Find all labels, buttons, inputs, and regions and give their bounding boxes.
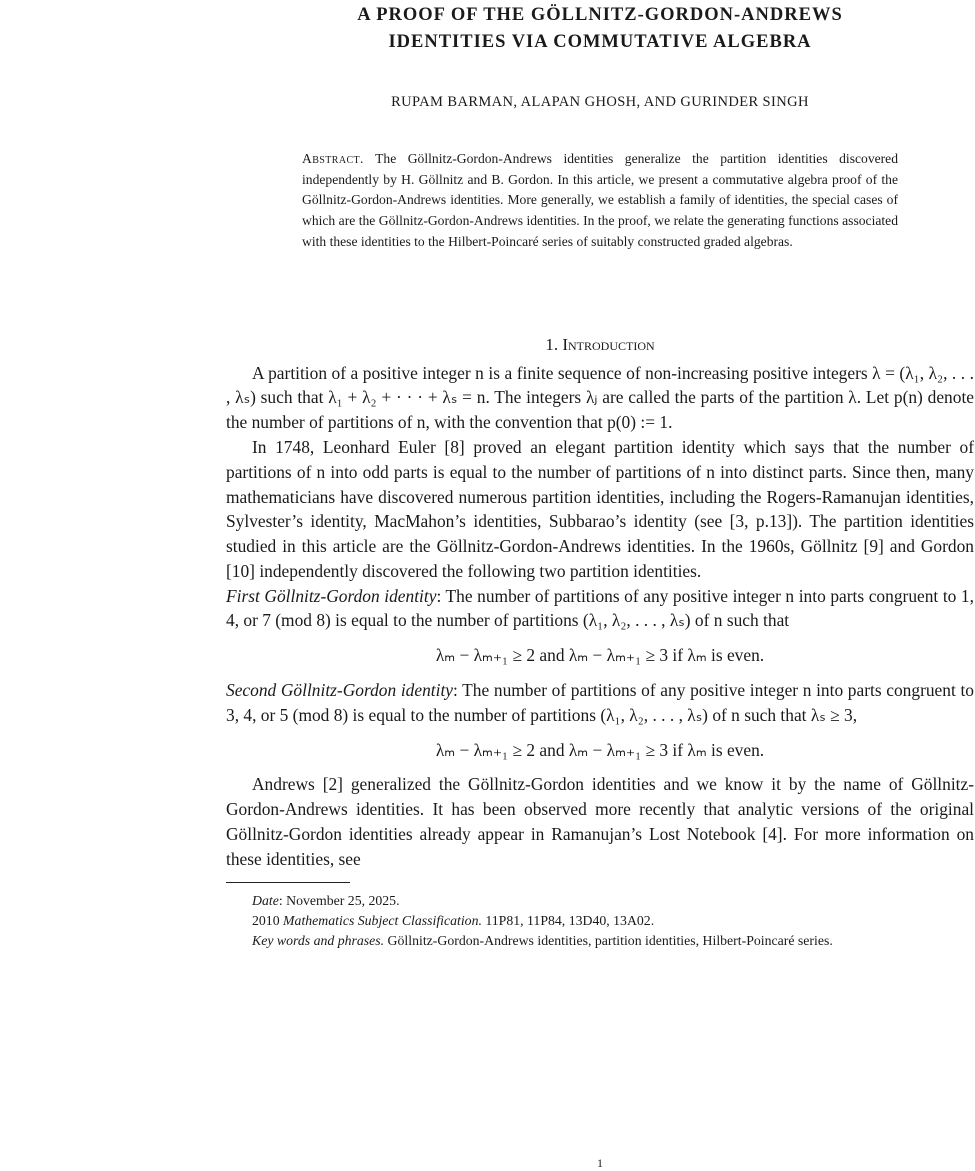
msc-label: Mathematics Subject Classification.	[283, 912, 482, 928]
paragraph-second-identity	[226, 678, 974, 728]
msc-value: 11P81, 11P84, 13D40, 13A02.	[481, 912, 655, 928]
first-identity-label: First Göllnitz-Gordon identity	[226, 585, 437, 606]
paragraph-andrews: Andrews [2] generalized the Göllnitz-Gordon identities and we know it by the name of Göllnitz-Gordon-Andrews identities. It has been observed more recently that analytic versions of the original Göllnitz-Gordon identities already appear in Ramanujan’s Lost Notebook [4]. For more information on these identities, see	[226, 774, 974, 869]
date-value: : November 25, 2025.	[278, 892, 400, 908]
section-title: Introduction	[562, 334, 655, 354]
keywords-label: Key words and phrases.	[252, 932, 385, 948]
paragraph-partition-definition: A partition of a positive integer n is a finite sequence of non-increasing positive integers λ = (λ₁, λ₂, . . . , λₛ) such that λ₁ + λ₂ + · · · + λₛ = n. The integers λⱼ are called the parts of the partition λ. Let p(n) denote the number of partitions of n, with the convention that p(0) := 1.	[226, 362, 974, 433]
section-number: 1.	[545, 334, 559, 354]
paper-title	[226, 2, 974, 56]
first-identity-text: : The number of partitions of any positive integer n into parts congruent to 1, 4, or 7 (mod 8) is equal to the number of partitions (λ₁, λ₂, . . . , λₛ) of n such that	[226, 585, 974, 631]
paper-page	[226, 0, 974, 1170]
footnote-keywords	[226, 931, 974, 951]
abstract-text: The Göllnitz-Gordon-Andrews identities generalize the partition identities discovered independently by H. Göllnitz and B. Gordon. In this article, we present a commutative algebra proof of the Göllnitz-Gordon-Andrews identities. More generally, we establish a family of identities, the special cases of which are the Göllnitz-Gordon-Andrews identities. In the proof, we relate the generating functions associated with these identities to the Hilbert-Poincaré series of suitably constructed graded algebras.	[302, 151, 899, 249]
second-identity-text: : The number of partitions of any positive integer n into parts congruent to 3, 4, or 5 (mod 8) is equal to the number of partitions (λ₁, λ₂, . . . , λₛ) of n such that λₛ ≥ 3,	[226, 680, 974, 725]
footnotes	[226, 891, 974, 951]
footnote-msc	[226, 911, 974, 931]
abstract	[302, 149, 898, 253]
paragraph-history: In 1748, Leonhard Euler [8] proved an elegant partition identity which says that the number of partitions of n into odd parts is equal to the number of partitions of n into distinct parts. Since then, many mathematicians have discovered numerous partition identities, including the Rogers-Ramanujan identities, Sylvester’s identity, MacMahon’s identities, Subbarao’s identity (see [3, p.13]). The partition identities studied in this article are the Göllnitz-Gordon-Andrews identities. In the 1960s, Göllnitz [9] and Gordon [10] independently discovered the following two partition identities.	[226, 436, 974, 581]
footnote-rule	[226, 882, 350, 883]
equation-first: λₘ − λₘ₊₁ ≥ 2 and λₘ − λₘ₊₁ ≥ 3 if λₘ is even.	[435, 645, 765, 666]
equation-second: λₘ − λₘ₊₁ ≥ 2 and λₘ − λₘ₊₁ ≥ 3 if λₘ is even.	[435, 739, 765, 760]
date-label: Date	[252, 892, 279, 908]
paragraph-first-identity	[226, 584, 974, 634]
second-identity-label: Second Göllnitz-Gordon identity	[226, 680, 453, 701]
msc-year: 2010	[252, 912, 284, 928]
title-line-1: A PROOF OF THE GÖLLNITZ-GORDON-ANDREWS	[357, 5, 843, 25]
abstract-label: Abstract.	[302, 151, 364, 166]
section-body	[226, 361, 974, 872]
author-list: RUPAM BARMAN, ALAPAN GHOSH, AND GURINDER SINGH	[391, 94, 809, 110]
page-number: 1	[597, 1156, 603, 1170]
section-heading-introduction	[226, 335, 974, 355]
keywords-value: Göllnitz-Gordon-Andrews identities, partition identities, Hilbert-Poincaré series.	[384, 932, 833, 948]
footnote-date	[226, 891, 974, 911]
title-line-2: IDENTITIES VIA COMMUTATIVE ALGEBRA	[388, 32, 812, 52]
